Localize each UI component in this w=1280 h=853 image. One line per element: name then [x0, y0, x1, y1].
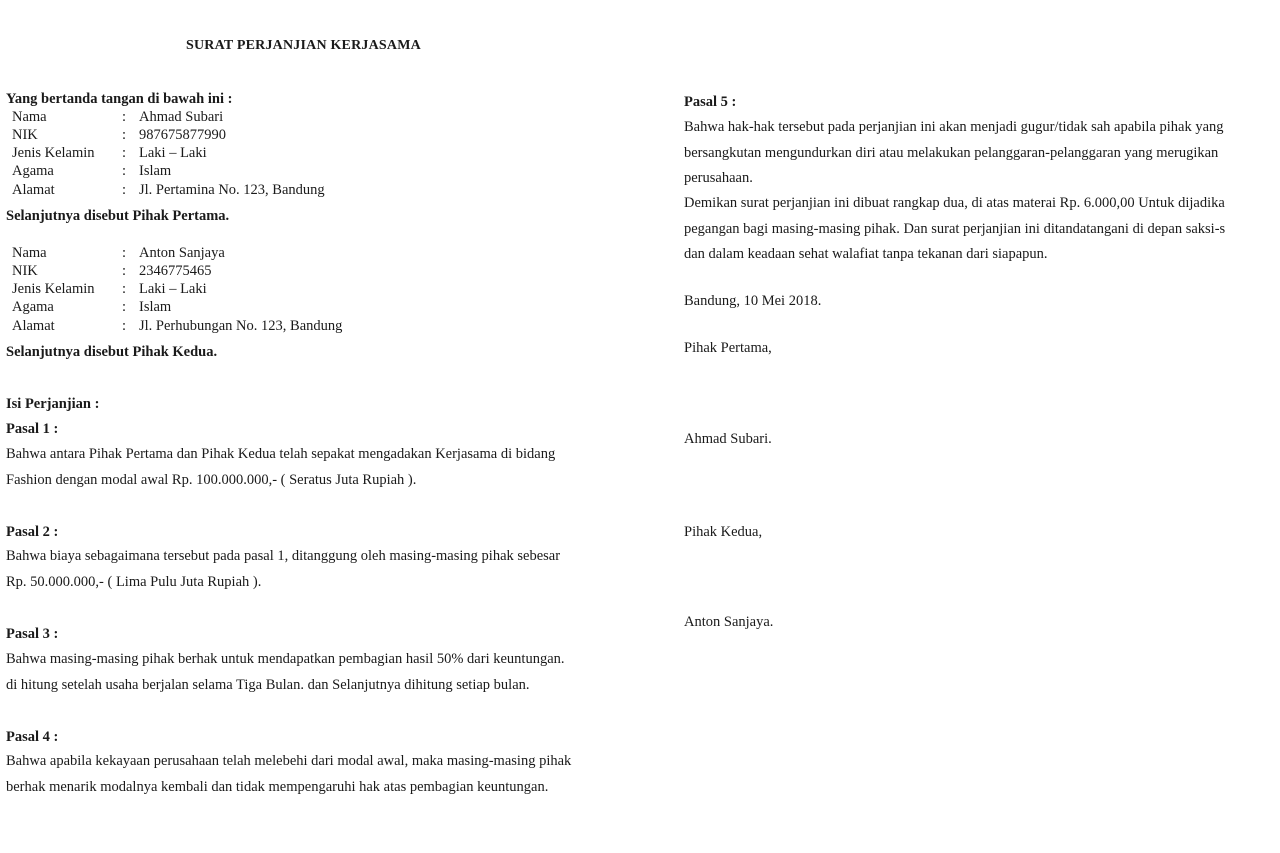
intro-text: Yang bertanda tangan di bawah ini : [6, 91, 233, 107]
signature-party1-label: Pihak Pertama, [684, 340, 772, 356]
pasal-2-heading: Pasal 2 : [6, 524, 59, 540]
party2-row-jenis-kelamin: Jenis Kelamin : Laki – Laki [12, 281, 207, 297]
contents-heading: Isi Perjanjian : [6, 396, 100, 412]
closing-line-3: dan dalam keadaan sehat walafiat tanpa tekanan dari siapapun. [684, 246, 1048, 262]
signature-party2-label: Pihak Kedua, [684, 524, 763, 540]
party1-designation: Selanjutnya disebut Pihak Pertama. [6, 208, 230, 224]
party2-row-agama: Agama : Islam [12, 299, 172, 315]
pasal-5-heading: Pasal 5 : [684, 94, 737, 110]
party1-row-jenis-kelamin: Jenis Kelamin : Laki – Laki [12, 145, 207, 161]
party2-designation: Selanjutnya disebut Pihak Kedua. [6, 344, 218, 360]
pasal-4-line-2: berhak menarik modalnya kembali dan tidak mempengaruhi hak atas pembagian keuntungan. [6, 778, 549, 795]
party1-row-nama: Nama : Ahmad Subari [12, 109, 224, 125]
pasal-2-body [6, 544, 646, 595]
signature-party2-name: Anton Sanjaya. [684, 614, 774, 630]
pasal-1-line-1: Bahwa antara Pihak Pertama dan Pihak Kedua telah sepakat mengadakan Kerjasama di bidang [6, 446, 556, 462]
pasal-1-line-2: Fashion dengan modal awal Rp. 100.000.000,- ( Seratus Juta Rupiah ). [6, 471, 417, 488]
pasal-1-heading: Pasal 1 : [6, 421, 59, 437]
pasal-2-line-1: Bahwa biaya sebagaimana tersebut pada pasal 1, ditanggung oleh masing-masing pihak sebesar [6, 548, 561, 564]
pasal-3-line-2: di hitung setelah usaha berjalan selama Tiga Bulan. dan Selanjutnya dihitung setiap bulan. [6, 676, 530, 693]
pasal-3-body [6, 647, 646, 698]
place-date: Bandung, 10 Mei 2018. [684, 293, 822, 309]
pasal-5-line-1: Bahwa hak-hak tersebut pada perjanjian ini akan menjadi gugur/tidak sah apabila pihak yang [684, 119, 1224, 135]
closing-line-1: Demikan surat perjanjian ini dibuat rangkap dua, di atas materai Rp. 6.000,00 Untuk dijadika [684, 195, 1225, 211]
party1-row-alamat: Alamat : Jl. Pertamina No. 123, Bandung [12, 182, 325, 198]
pasal-2-line-2: Rp. 50.000.000,- ( Lima Pulu Juta Rupiah ). [6, 573, 262, 590]
pasal-5-body [684, 115, 1224, 192]
party2-row-alamat: Alamat : Jl. Perhubungan No. 123, Bandung [12, 318, 343, 334]
pasal-5-line-2: bersangkutan mengundurkan diri atau melakukan pelanggaran-pelanggaran yang merugikan [684, 144, 1219, 161]
pasal-4-line-1: Bahwa apabila kekayaan perusahaan telah melebehi dari modal awal, maka masing-masing pihak [6, 753, 572, 769]
party2-row-nik: NIK : 2346775465 [12, 263, 212, 279]
signature-party1-name: Ahmad Subari. [684, 431, 772, 447]
pasal-3-line-1: Bahwa masing-masing pihak berhak untuk mendapatkan pembagian hasil 50% dari keuntungan. [6, 651, 565, 667]
closing-line-2: pegangan bagi masing-masing pihak. Dan surat perjanjian ini ditandatangani di depan saksi-s [684, 220, 1226, 237]
document-title: SURAT PERJANJIAN KERJASAMA [186, 38, 421, 53]
pasal-4-body [6, 749, 646, 800]
party2-row-nama: Nama : Anton Sanjaya [12, 245, 225, 261]
pasal-3-heading: Pasal 3 : [6, 626, 59, 642]
pasal-1-body [6, 442, 646, 493]
pasal-4-heading: Pasal 4 : [6, 729, 59, 745]
party1-row-nik: NIK : 987675877990 [12, 127, 226, 143]
closing-paragraph [684, 191, 1225, 268]
pasal-5-line-3: perusahaan. [684, 170, 753, 186]
party1-row-agama: Agama : Islam [12, 163, 172, 179]
